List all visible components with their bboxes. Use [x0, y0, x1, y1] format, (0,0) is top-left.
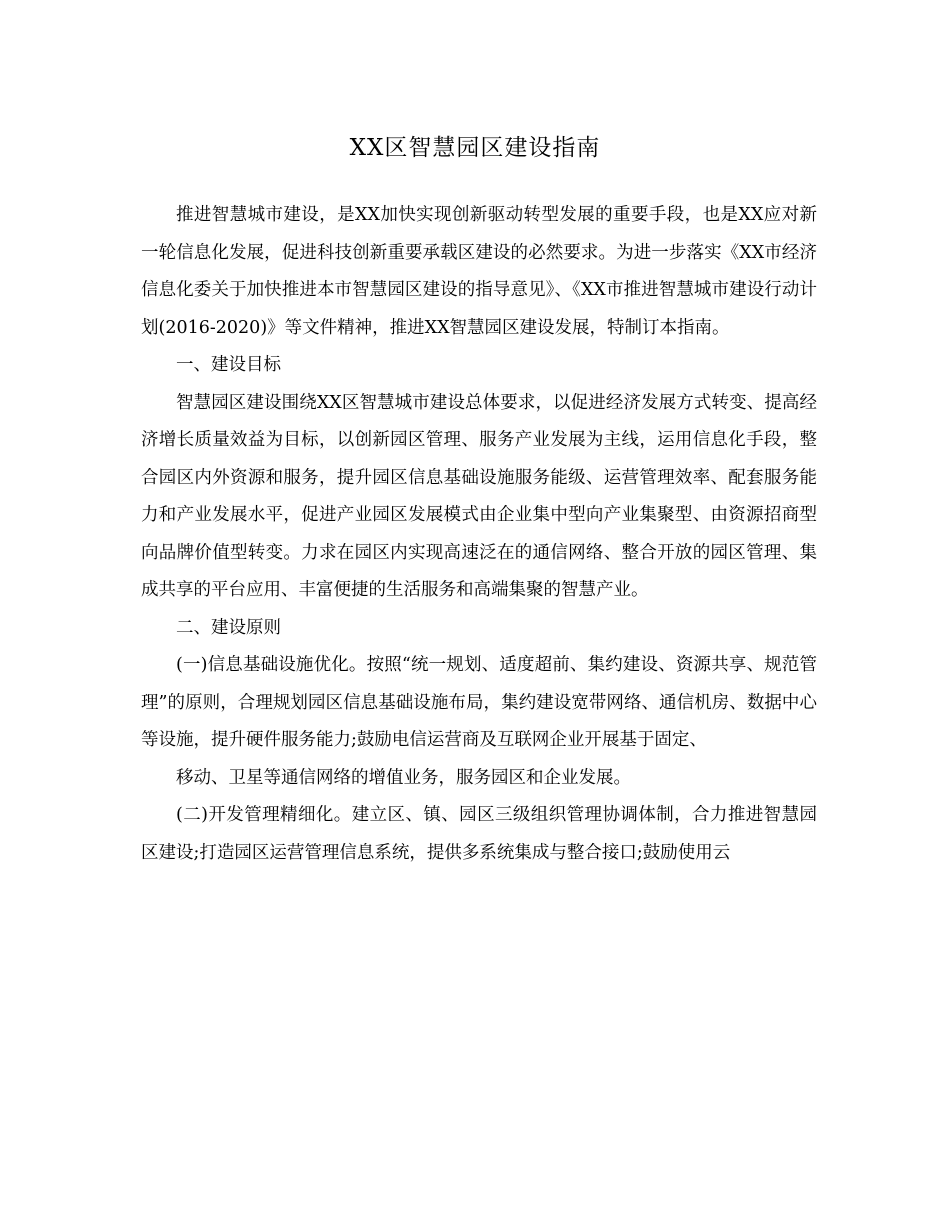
paragraph-goals: 智慧园区建设围绕XX区智慧城市建设总体要求，以促进经济发展方式转变、提高经济增长质量效益为目标，以创新园区管理、服务产业发展为主线，运用信息化手段，整合园区内外资源和服务，提升园区信息基础设施服务能级、运营管理效率、配套服务能力和产业发展水平，促进产业园区发展模式由企业集中型向产业集聚型、由资源招商型向品牌价值型转变。力求在园区内实现高速泛在的通信网络、整合开放的园区管理、集成共享的平台应用、丰富便捷的生活服务和高端集聚的智慧产业。 — [141, 392, 817, 600]
paragraph-principle-1: (一)信息基础设施优化。按照“统一规划、适度超前、集约建设、资源共享、规范管理”的原则，合理规划园区信息基础设施布局，集约建设宽带网络、通信机房、数据中心等设施，提升硬件服务能力;鼓励电信运营商及互联网企业开展基于固定、 — [141, 655, 817, 750]
document-body — [141, 197, 817, 872]
section-heading-goals: 一、建设目标 — [176, 355, 281, 375]
document-title: XX区智慧园区建设指南 — [349, 135, 601, 161]
paragraph-principle-2: (二)开发管理精细化。建立区、镇、园区三级组织管理协调体制，合力推进智慧园区建设;打造园区运营管理信息系统，提供多系统集成与整合接口;鼓励使用云 — [141, 805, 817, 863]
paragraph-principle-1-cont: 移动、卫星等通信网络的增值业务，服务园区和企业发展。 — [176, 767, 631, 788]
section-heading-principles: 二、建设原则 — [176, 617, 281, 638]
paragraph-intro: 推进智慧城市建设，是XX加快实现创新驱动转型发展的重要手段，也是XX应对新一轮信息化发展，促进科技创新重要承载区建设的必然要求。为进一步落实《XX市经济信息化委关于加快推进本市智慧园区建设的指导意见》、《XX市推进智慧城市建设行动计划(2016-2020)》等文件精神，推进XX智慧园区建设发展，特制订本指南。 — [141, 205, 817, 338]
